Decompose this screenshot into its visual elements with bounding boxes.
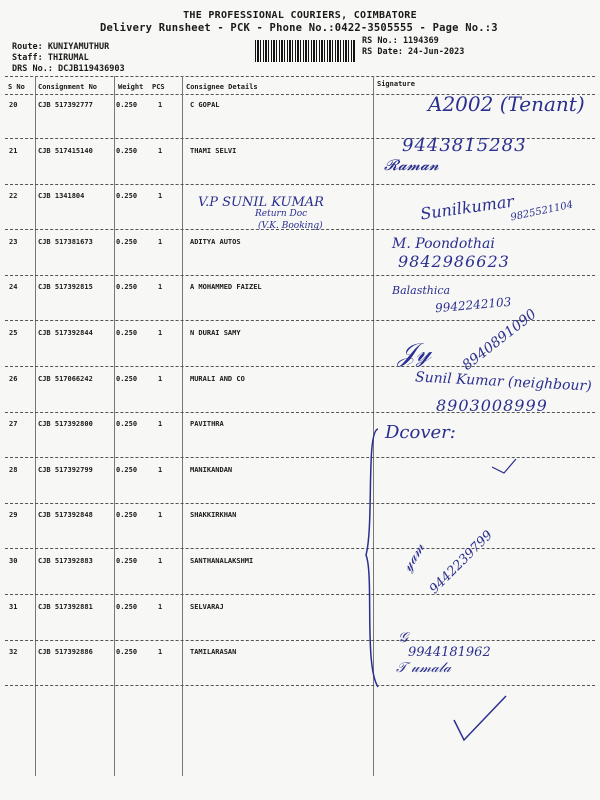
row-pcs: 1 xyxy=(158,146,163,155)
row-consignment-no: CJB 517392799 xyxy=(38,465,93,474)
rs-number: RS No.: 1194369 xyxy=(362,36,439,46)
row-separator xyxy=(5,503,595,504)
route-label: Route: KUNIYAMUTHUR xyxy=(12,42,110,52)
row-consignment-no: CJB 517392800 xyxy=(38,420,93,429)
row-weight: 0.250 xyxy=(116,511,138,520)
row-sno: 28 xyxy=(9,465,18,474)
handwritten-note-22: Return Doc xyxy=(255,209,308,219)
row-pcs: 1 xyxy=(158,192,163,201)
row-separator xyxy=(5,594,595,595)
handwritten-number-21: 9443815283 xyxy=(402,135,527,156)
handwritten-name-22: V.P SUNIL KUMAR xyxy=(198,195,324,210)
row-consignment-no: CJB 517392815 xyxy=(38,283,93,292)
row-sno: 31 xyxy=(9,602,18,611)
col-header-signature: Signature xyxy=(377,80,415,88)
row-weight: 0.250 xyxy=(116,101,138,109)
row-weight: 0.250 xyxy=(116,192,138,201)
company-title: THE PROFESSIONAL COURIERS, COIMBATORE xyxy=(183,10,417,21)
row-weight: 0.250 xyxy=(116,557,138,565)
runsheet-title: Delivery Runsheet - PCK - Phone No.:0422-3505555 - Page No.:3 xyxy=(100,22,498,34)
row-separator xyxy=(5,320,595,321)
row-consignment-no: CJB 517392881 xyxy=(38,602,93,611)
row-consignment-no: CJB 517415140 xyxy=(38,146,93,155)
row-weight: 0.250 xyxy=(116,237,138,246)
row-pcs: 1 xyxy=(158,237,163,246)
row-consignment-no: CJB 1341804 xyxy=(38,192,85,201)
row-sno: 21 xyxy=(9,146,18,155)
row-sno: 26 xyxy=(9,374,18,383)
row-sno: 20 xyxy=(9,101,18,109)
row-consignee: N DURAI SAMY xyxy=(190,329,241,337)
col-header-consignment: Consignment No xyxy=(38,83,98,91)
row-sno: 25 xyxy=(9,329,18,337)
row-pcs: 1 xyxy=(158,101,163,109)
handwritten-signature-30: 𝓎𝒶𝓂 xyxy=(397,539,429,575)
row-weight: 0.250 xyxy=(116,602,138,611)
row-pcs: 1 xyxy=(158,374,163,383)
row-consignment-no: CJB 517392886 xyxy=(38,648,93,657)
row-weight: 0.250 xyxy=(116,329,138,337)
row-consignee: PAVITHRA xyxy=(190,420,224,429)
handwritten-note2-22: (V.K. Booking) xyxy=(258,221,323,231)
row-separator xyxy=(5,640,595,641)
handwritten-number-30: 9442239799 xyxy=(426,527,496,598)
row-weight: 0.250 xyxy=(116,648,138,657)
row-sno: 23 xyxy=(9,237,18,246)
col-header-consignee: Consignee Details xyxy=(186,83,258,91)
handwritten-number-26: 8903008999 xyxy=(436,396,548,415)
handwritten-name-23: M. Poondothai xyxy=(392,236,495,252)
handwritten-signature-27: Dcover: xyxy=(385,422,456,443)
row-pcs: 1 xyxy=(158,602,163,611)
handwritten-number-25: 8940891090 xyxy=(459,306,540,374)
row-consignment-no: CJB 517392844 xyxy=(38,329,93,337)
row-pcs: 1 xyxy=(158,557,163,565)
checkmark-icon xyxy=(450,690,510,750)
row-consignee: SANTHANALAKSHMI xyxy=(190,557,254,565)
row-pcs: 1 xyxy=(158,511,163,520)
row-weight: 0.250 xyxy=(116,283,138,292)
row-separator xyxy=(5,184,595,185)
row-sno: 29 xyxy=(9,511,18,520)
row-sno: 24 xyxy=(9,283,18,292)
handwritten-signature-21: 𝓡𝓪𝓶𝓪𝓷 xyxy=(384,156,439,174)
row-consignment-no: CJB 517066242 xyxy=(38,374,93,383)
row-separator xyxy=(5,275,595,276)
handwritten-signature-32a: 𝒢 xyxy=(398,630,408,646)
row-separator xyxy=(5,685,595,686)
row-separator xyxy=(5,366,595,367)
handwritten-signature-32b: 𝒯 𝓊𝓂𝒶𝓁𝒶 xyxy=(396,660,451,676)
handwritten-signature-20: A2002 (Tenant) xyxy=(428,92,585,116)
col-header-pcs: PCS xyxy=(152,83,165,91)
row-weight: 0.250 xyxy=(116,146,138,155)
handwritten-number-22: 9825521104 xyxy=(509,199,575,224)
drs-number: DRS No.: DCJB119436903 xyxy=(12,64,125,74)
row-pcs: 1 xyxy=(158,465,163,474)
row-consignee: SHAKKIRKHAN xyxy=(190,511,237,520)
row-pcs: 1 xyxy=(158,329,163,337)
row-sno: 22 xyxy=(9,192,18,201)
row-sno: 32 xyxy=(9,648,18,657)
col-header-weight: Weight xyxy=(118,83,144,91)
row-separator xyxy=(5,548,595,549)
col-separator xyxy=(114,76,115,776)
row-pcs: 1 xyxy=(158,648,163,657)
handwritten-signature-22: Sunilkumar xyxy=(419,191,516,224)
row-consignee: MURALI AND CO xyxy=(190,374,245,383)
handwritten-bracket xyxy=(360,425,382,690)
row-sno: 27 xyxy=(9,420,18,429)
row-sno: 30 xyxy=(9,557,18,565)
row-consignee: THAMI SELVI xyxy=(190,146,237,155)
table-top-rule xyxy=(5,76,595,77)
row-consignee: TAMILARASAN xyxy=(190,648,237,657)
row-consignment-no: CJB 517392883 xyxy=(38,557,93,565)
row-consignment-no: CJB 517392777 xyxy=(38,101,93,109)
handwritten-number-32: 9944181962 xyxy=(408,645,491,660)
row-weight: 0.250 xyxy=(116,420,138,429)
staff-label: Staff: THIRUMAL xyxy=(12,53,89,63)
row-pcs: 1 xyxy=(158,420,163,429)
row-pcs: 1 xyxy=(158,283,163,292)
row-consignee: MANIKANDAN xyxy=(190,465,233,474)
handwritten-number-23: 9842986623 xyxy=(398,252,510,271)
row-consignee: ADITYA AUTOS xyxy=(190,237,241,246)
col-header-sno: S No xyxy=(8,83,25,91)
handwritten-signature-25: 𝒥𝓎 xyxy=(398,338,432,368)
col-separator xyxy=(182,76,183,776)
handwritten-name-24: Balasthica xyxy=(392,284,451,297)
row-weight: 0.250 xyxy=(116,465,138,474)
row-consignee: C GOPAL xyxy=(190,101,220,109)
rs-date: RS Date: 24-Jun-2023 xyxy=(362,47,465,57)
row-consignment-no: CJB 517392848 xyxy=(38,511,93,520)
handwritten-name-26: Sunil Kumar (neighbour) xyxy=(414,369,593,395)
row-weight: 0.250 xyxy=(116,374,138,383)
handwritten-tick xyxy=(490,455,520,485)
col-separator xyxy=(35,76,36,776)
handwritten-number-24: 9942242103 xyxy=(434,294,512,316)
row-consignment-no: CJB 517381673 xyxy=(38,237,93,246)
barcode xyxy=(255,40,355,62)
row-consignee: SELVARAJ xyxy=(190,602,224,611)
row-consignee: A MOHAMMED FAIZEL xyxy=(190,283,262,292)
